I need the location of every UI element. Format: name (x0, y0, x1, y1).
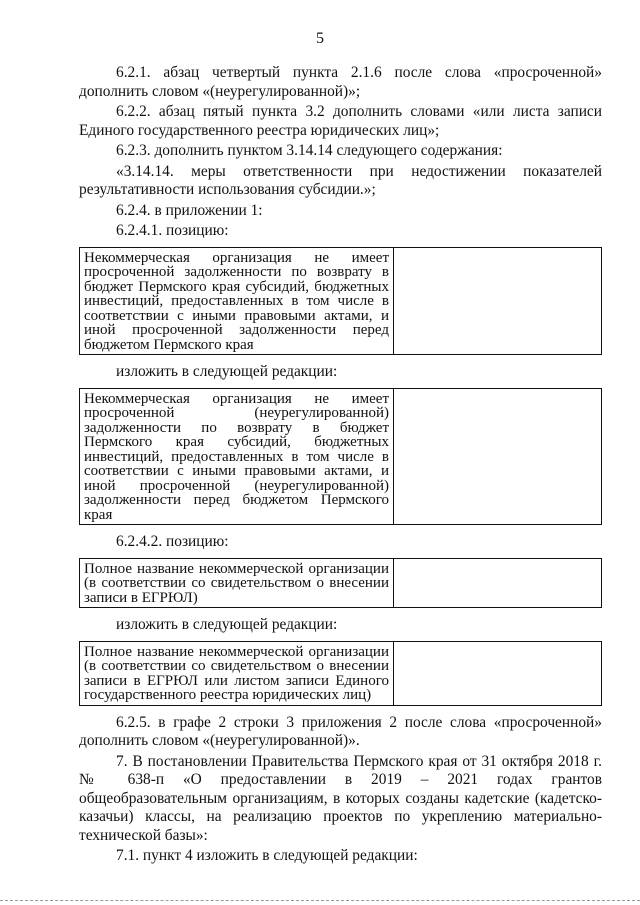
quoted-clause-3-14-14: «3.14.14. меры ответственности при недостижении показателей результативности использования субсидии.»; (79, 162, 602, 198)
paragraph-6-2-4-2: 6.2.4.2. позицию: (116, 533, 229, 550)
table-fragment-old-1 (79, 247, 602, 356)
table-cell-empty (394, 247, 602, 355)
table-cell-empty (394, 558, 602, 608)
page-number: 5 (316, 30, 324, 47)
table-cell-text: Некоммерческая организация не имеет просроченной (неурегулированной) задолженности по возврату в бюджет Пермского края субсидий, бюджетных инвестиций, предоставленных в том числе в соответствии с иными правовыми актами, и иной просроченной (неурегулированной) задолженности перед бюджетом Пермского края (80, 388, 394, 525)
table-row (80, 388, 602, 525)
label-new-edition-2: изложить в следующей редакции: (116, 616, 338, 633)
table-row (80, 558, 602, 608)
paragraph-6-2-2: 6.2.2. абзац пятый пункта 3.2 дополнить словами «или листа записи Единого государственного реестра юридических лиц»; (79, 103, 602, 139)
label-new-edition-1: изложить в следующей редакции: (116, 363, 338, 380)
table-cell-empty (394, 388, 602, 525)
paragraph-6-2-5: 6.2.5. в графе 2 строки 3 приложения 2 после слова «просроченной» дополнить словом «(неурегулированной)». (79, 713, 602, 749)
paragraph-6-2-1: 6.2.1. абзац четвертый пункта 2.1.6 после слова «просроченной» дополнить словом «(неурегулированной)»; (79, 64, 602, 100)
table-cell-empty (394, 641, 602, 705)
table-row (80, 247, 602, 355)
table-fragment-new-2 (79, 641, 602, 706)
paragraph-6-2-4-1: 6.2.4.1. позицию: (116, 222, 229, 239)
paragraph-7-1: 7.1. пункт 4 изложить в следующей редакции: (116, 847, 418, 864)
table-fragment-old-2 (79, 558, 602, 609)
paragraph-6-2-4: 6.2.4. в приложении 1: (116, 201, 263, 219)
table-fragment-new-1 (79, 388, 602, 526)
paragraph-6-2-3: 6.2.3. дополнить пунктом 3.14.14 следующего содержания: (116, 142, 503, 159)
table-cell-text: Полное название некоммерческой организации (в соответствии со свидетельством о внесении записи в ЕГРЮЛ или листом записи Единого государственного реестра юридических лиц) (80, 641, 394, 705)
table-row (80, 641, 602, 705)
table-cell-text: Некоммерческая организация не имеет просроченной задолженности по возврату в бюджет Пермского края субсидий, бюджетных инвестиций, предоставленных в том числе в соответствии с иными правовыми актами, и иной просроченной задолженности перед бюджетом Пермского края (80, 247, 394, 355)
page-bottom-edge (0, 900, 640, 901)
table-cell-text: Полное название некоммерческой организации (в соответствии со свидетельством о внесении записи в ЕГРЮЛ) (80, 558, 394, 608)
paragraph-7: 7. В постановлении Правительства Пермского края от 31 октября 2018 г. № 638-п «О предоставлении в 2019 – 2021 годах грантов общеобразовательным организациям, в которых созданы кадетские (кадетско-казачьи) классы, на реализацию проектов по укреплению материально-технической базы»: (79, 752, 602, 844)
document-body (79, 64, 602, 868)
